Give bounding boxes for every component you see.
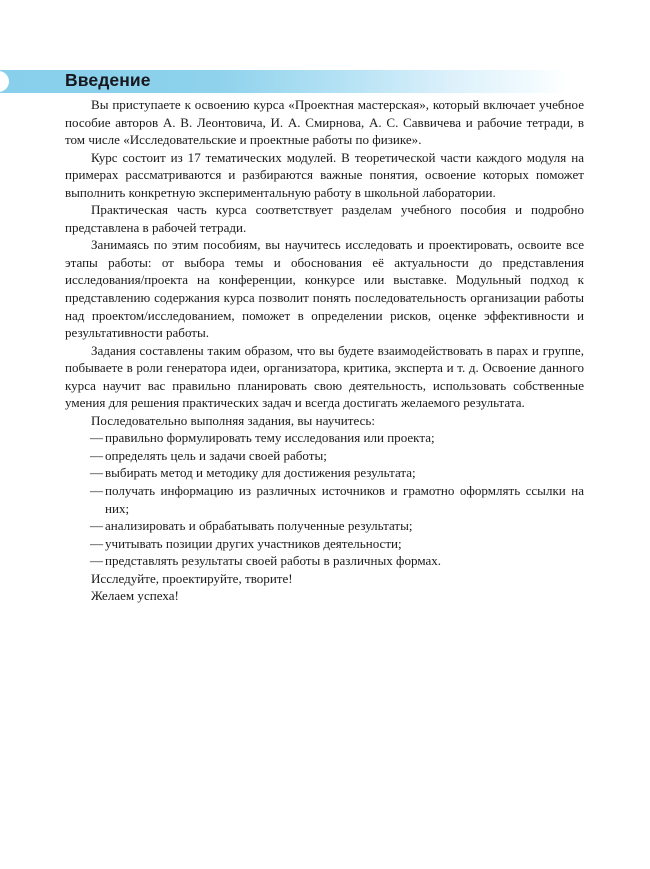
page-title: Введение: [65, 70, 151, 90]
em-dash-marker: —: [90, 518, 104, 534]
list-item-text: учитывать позиции других участников деятельности;: [105, 535, 402, 551]
list-item-text: выбирать метод и методику для достижения результата;: [105, 465, 416, 481]
list-item-text: определять цель и задачи своей работы;: [105, 447, 327, 463]
list-item-text: анализировать и обрабатывать полученные результаты;: [105, 518, 413, 534]
em-dash-marker: —: [90, 535, 104, 551]
list-item: [65, 447, 584, 465]
list-item: [65, 552, 584, 570]
list-item: [65, 429, 584, 447]
list-item-text: представлять результаты своей работы в различных формах.: [105, 553, 442, 569]
em-dash-marker: —: [90, 553, 104, 569]
learning-outcomes-list: [65, 429, 584, 569]
wish-line: Желаем успеха!: [91, 588, 179, 604]
paragraph: Последовательно выполняя задания, вы научитесь:: [91, 412, 375, 428]
list-item-text: получать информацию из различных источников и грамотно оформлять ссылки на них;: [105, 483, 584, 516]
list-item: [65, 482, 584, 517]
em-dash-marker: —: [90, 447, 104, 463]
document-body: [65, 96, 584, 605]
paragraph: Вы приступаете к освоению курса «Проектная мастерская», который включает учебное пособие авторов А. В. Леонтовича, И. А. Смирнова, А. С. Саввичева и рабочие тетради, в том числе «Исследовательские и проектные работы по физике».: [65, 97, 584, 148]
em-dash-marker: —: [90, 483, 104, 499]
paragraph: Практическая часть курса соответствует разделам учебного пособия и подробно представлена в рабочей тетради.: [65, 202, 584, 235]
em-dash-marker: —: [90, 430, 104, 446]
paragraph: Курс состоит из 17 тематических модулей. В теоретической части каждого модуля на примерах рассматриваются и разбираются важные понятия, освоение которых поможет выполнить конкретную экспериментальную работу в школьной лаборатории.: [65, 149, 584, 200]
paragraph: Задания составлены таким образом, что вы будете взаимодействовать в парах и группе, побываете в роли генератора идеи, организатора, критика, эксперта и т. д. Освоение данного курса научит вас правильно планировать свою деятельность, использовать собственные умения для решения практических задач и всегда достигать желаемого результата.: [65, 342, 584, 411]
list-item-text: правильно формулировать тему исследования или проекта;: [105, 430, 435, 446]
em-dash-marker: —: [90, 465, 104, 481]
list-item: [65, 535, 584, 553]
list-item: [65, 464, 584, 482]
paragraph: Занимаясь по этим пособиям, вы научитесь исследовать и проектировать, освоите все этапы работы: от выбора темы и обоснования её актуальности до представления исследования/проекта на конференции, конкурсе или выставке. Модульный подход к представлению содержания курса позволит понять последовательность организации работы над проектом/исследованием, поможет в определении рисков, оценке эффективности и результативности работы.: [65, 237, 584, 341]
closing-line: Исследуйте, проектируйте, творите!: [91, 570, 293, 586]
list-item: [65, 517, 584, 535]
